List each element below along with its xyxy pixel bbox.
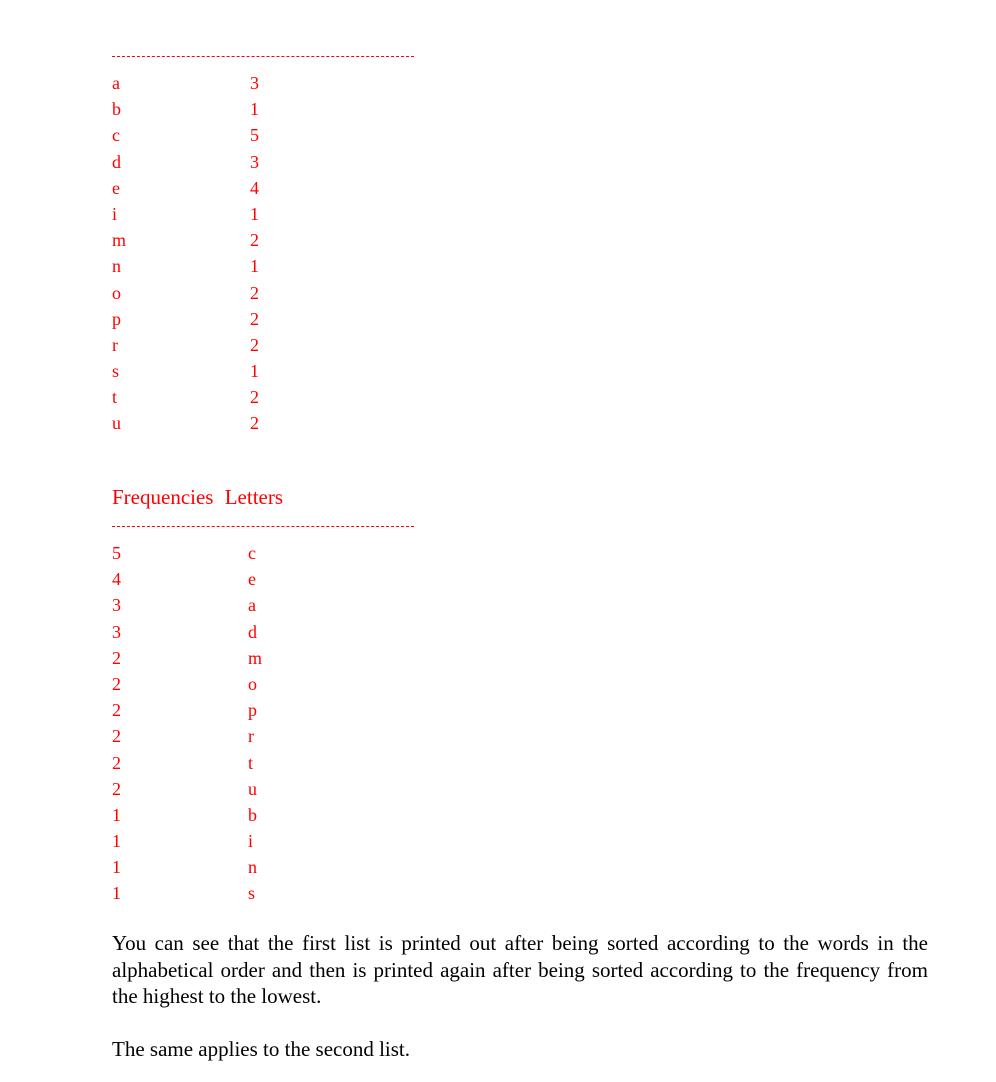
table2-count: 2 bbox=[112, 726, 121, 747]
table1-letter: n bbox=[112, 256, 121, 277]
table1-letter: a bbox=[112, 73, 120, 93]
table2-count-column bbox=[112, 540, 132, 907]
table2-count: 1 bbox=[112, 857, 121, 878]
table1-letter: i bbox=[112, 203, 118, 224]
table1-count: 3 bbox=[250, 151, 259, 172]
table1-letter: u bbox=[112, 413, 121, 434]
table2-letter: c bbox=[248, 543, 256, 563]
table1-count: 1 bbox=[250, 361, 259, 382]
table1-count: 2 bbox=[250, 334, 259, 355]
table1-count: 2 bbox=[250, 282, 259, 303]
table1-count: 5 bbox=[250, 125, 259, 146]
explanation-paragraph: You can see that the first list is printed out after being sorted according to the words in the alphabetical order and then is printed again after being sorted according to the frequency from the highest to the lowest. bbox=[112, 931, 928, 1008]
table2-letter: t bbox=[248, 752, 254, 773]
table2-count: 2 bbox=[112, 700, 121, 721]
table2-letter: o bbox=[248, 673, 257, 694]
table1-count: 2 bbox=[250, 230, 259, 251]
table2-count: 2 bbox=[112, 778, 121, 799]
table1-letter: b bbox=[112, 99, 121, 120]
table2-letter: u bbox=[248, 778, 257, 799]
table1-letter: p bbox=[112, 308, 121, 329]
table2-letter: n bbox=[248, 857, 257, 878]
table2-letter: p bbox=[248, 700, 257, 721]
frequencies-header: Frequencies bbox=[112, 485, 214, 509]
table1-count: 1 bbox=[250, 256, 259, 277]
table2-letter: s bbox=[248, 883, 256, 904]
letters-header: Letters bbox=[224, 485, 284, 509]
table2-count: 2 bbox=[112, 752, 121, 773]
table2-count: 3 bbox=[112, 621, 121, 642]
table2-letter: d bbox=[248, 621, 257, 642]
table2-count: 3 bbox=[112, 595, 121, 616]
table1-count: 2 bbox=[250, 413, 259, 434]
table2-letter: e bbox=[248, 569, 256, 590]
table2-count: 1 bbox=[112, 831, 121, 852]
table2-letter: b bbox=[248, 804, 257, 825]
table1-letter: m bbox=[112, 230, 127, 251]
table1-letter: c bbox=[112, 125, 120, 146]
table1-letter: s bbox=[112, 361, 120, 382]
table2-letter: r bbox=[248, 726, 254, 747]
table2-count: 1 bbox=[112, 804, 121, 825]
table2-count: 2 bbox=[112, 673, 121, 694]
table1-letter: t bbox=[112, 387, 118, 408]
table2-letter: i bbox=[248, 831, 254, 852]
table2-count: 5 bbox=[112, 543, 121, 563]
table1-letter: d bbox=[112, 151, 121, 172]
table2-header bbox=[112, 485, 289, 510]
table1-letter-column bbox=[112, 70, 132, 437]
closing-paragraph: The same applies to the second list. bbox=[112, 1037, 411, 1061]
table1-count: 1 bbox=[250, 203, 259, 224]
table2-count: 2 bbox=[112, 647, 121, 668]
top-divider bbox=[112, 56, 414, 57]
table2-count: 1 bbox=[112, 883, 121, 904]
table2-count: 4 bbox=[112, 569, 121, 590]
table1-count: 4 bbox=[250, 177, 259, 198]
table2-letter: m bbox=[248, 647, 263, 668]
table2-divider bbox=[112, 526, 414, 527]
table2-letter-column bbox=[248, 540, 268, 907]
table1-letter: o bbox=[112, 282, 121, 303]
table1-count: 2 bbox=[250, 308, 259, 329]
table1-letter: e bbox=[112, 177, 120, 198]
table1-count: 3 bbox=[250, 73, 259, 93]
table1-count-column bbox=[250, 70, 270, 437]
table1-count: 1 bbox=[250, 99, 259, 120]
table1-count: 2 bbox=[250, 387, 259, 408]
table2-letter: a bbox=[248, 595, 256, 616]
table1-letter: r bbox=[112, 334, 118, 355]
